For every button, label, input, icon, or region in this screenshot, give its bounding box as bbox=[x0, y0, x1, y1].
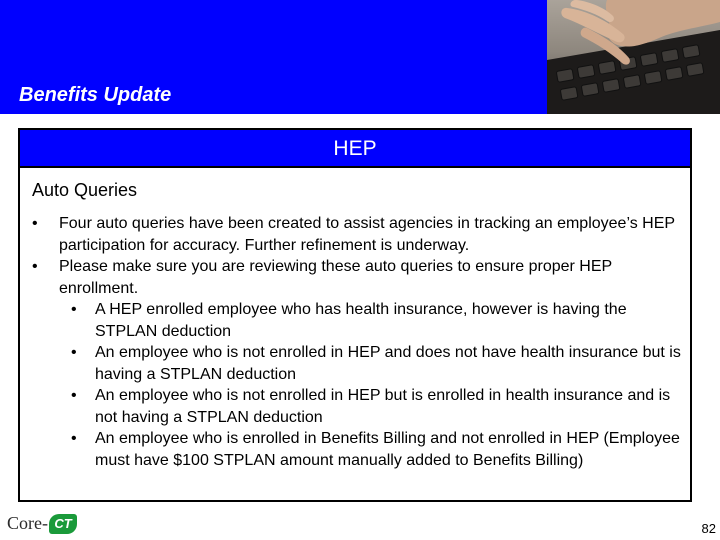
sub-bullet-marker: • bbox=[71, 301, 77, 318]
bullet-item bbox=[20, 213, 690, 256]
bullet-text: Please make sure you are reviewing these auto queries to ensure proper HEP enrollment. bbox=[59, 258, 612, 297]
header-divider bbox=[0, 114, 720, 116]
sub-bullet-text: An employee who is not enrolled in HEP and does not have health insurance but is having a STPLAN deduction bbox=[95, 344, 681, 383]
core-ct-logo bbox=[7, 513, 77, 537]
panel-header bbox=[20, 130, 690, 168]
logo-text-core: Core- bbox=[7, 513, 48, 533]
page-title: Benefits Update bbox=[19, 84, 172, 106]
sub-bullet-item bbox=[20, 342, 690, 385]
sub-bullet-marker: • bbox=[71, 387, 77, 404]
bullet-marker: • bbox=[32, 215, 38, 232]
bullet-item bbox=[20, 256, 690, 299]
content-panel bbox=[18, 128, 692, 502]
bullet-list bbox=[20, 213, 690, 471]
sub-bullet-text: An employee who is not enrolled in HEP but is enrolled in health insurance and is not having a STPLAN deduction bbox=[95, 387, 671, 426]
sub-bullet-marker: • bbox=[71, 344, 77, 361]
page-number: 82 bbox=[701, 521, 716, 536]
keyboard-typing-hand-icon bbox=[547, 0, 720, 114]
sub-bullet-marker: • bbox=[71, 430, 77, 447]
bullet-marker: • bbox=[32, 258, 38, 275]
logo-text-ct: CT bbox=[49, 514, 77, 534]
panel-title: HEP bbox=[333, 137, 377, 160]
sub-bullet-text: A HEP enrolled employee who has health insurance, however is having the STPLAN deduction bbox=[95, 301, 627, 340]
bullet-text: Four auto queries have been created to assist agencies in tracking an employee’s HEP participation for accuracy. Further refinement is underway. bbox=[59, 215, 675, 254]
sub-bullet-text: An employee who is enrolled in Benefits Billing and not enrolled in HEP (Employee must have $100 STPLAN amount manually added to Benefits Billing) bbox=[95, 430, 680, 469]
sub-bullet-item bbox=[20, 428, 690, 471]
header-banner bbox=[0, 0, 720, 114]
section-heading: Auto Queries bbox=[32, 180, 138, 200]
sub-bullet-item bbox=[20, 385, 690, 428]
sub-bullet-item bbox=[20, 299, 690, 342]
